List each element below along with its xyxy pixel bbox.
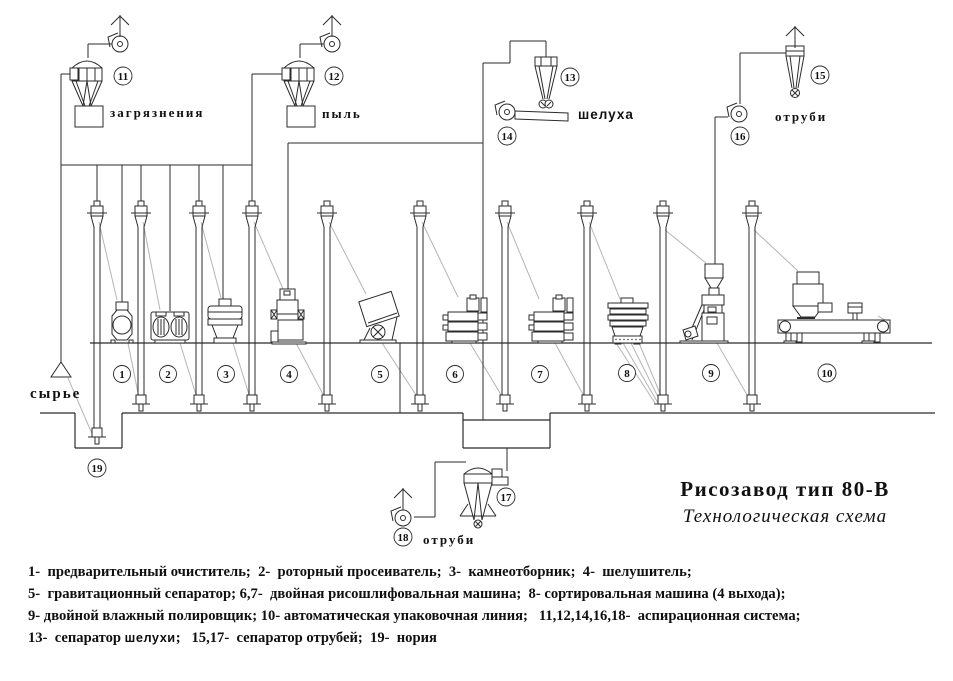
legend-line-4 xyxy=(28,627,801,649)
raw-material-hopper-icon xyxy=(51,362,71,377)
callout-17 xyxy=(497,488,515,506)
svg-text:18: 18 xyxy=(397,531,409,544)
machine-8-sorting-machine xyxy=(608,298,648,344)
exhaust-arrow-icon xyxy=(786,26,804,48)
legend-line-3: 9- двойной влажный полировщик; 10- автоматическая упаковочная линия; 11,12,14,16,18- аспирационная система; xyxy=(28,608,801,624)
cyclone-separator-11 xyxy=(70,61,103,127)
callout-15 xyxy=(811,66,829,84)
label-raw-material xyxy=(30,386,81,402)
callout-8 xyxy=(619,365,636,382)
machine-7-whitener xyxy=(529,295,573,343)
machine-9-polisher xyxy=(680,264,728,343)
callout-18 xyxy=(394,528,412,546)
aspiration-fan-icon xyxy=(495,101,515,120)
machine-3-destoner xyxy=(208,299,242,343)
legend-line-1: 1- предварительный очиститель; 2- роторный просеиватель; 3- камнеотборник; 4- шелушитель; xyxy=(28,564,692,580)
cyclone-separator-12 xyxy=(282,61,315,127)
machine-4-husker xyxy=(271,289,306,344)
callout-1 xyxy=(114,366,131,383)
machine-5-gravity-separator xyxy=(359,291,399,343)
svg-text:17: 17 xyxy=(500,491,512,504)
callout-2 xyxy=(160,366,177,383)
page-subtitle: Технологическая схема xyxy=(682,506,888,527)
machine-1-pre-cleaner xyxy=(109,302,135,343)
callout-13 xyxy=(561,68,579,86)
aspiration-fan-icon xyxy=(108,33,128,52)
svg-text:8: 8 xyxy=(624,367,630,380)
cyclone-separator-15 xyxy=(786,46,804,98)
callout-6 xyxy=(447,366,464,383)
callout-5 xyxy=(372,366,389,383)
aspiration-fan-icon xyxy=(320,33,340,52)
svg-text:4: 4 xyxy=(286,368,292,381)
elevator-noria xyxy=(653,201,673,411)
svg-text:загрязнения: загрязнения xyxy=(110,105,205,120)
callout-19 xyxy=(88,459,106,477)
elevator-noria xyxy=(742,201,762,411)
elevator-noria xyxy=(577,201,597,411)
callout-14 xyxy=(498,127,516,145)
svg-text:10: 10 xyxy=(821,367,833,380)
svg-text:шелуха: шелуха xyxy=(578,107,634,122)
callout-4 xyxy=(281,366,298,383)
callout-7 xyxy=(532,366,549,383)
svg-text:13: 13 xyxy=(564,71,576,84)
svg-text:отруби: отруби xyxy=(775,109,828,124)
svg-text:9: 9 xyxy=(708,367,714,380)
svg-text:11: 11 xyxy=(117,70,129,83)
label-husk xyxy=(578,107,634,122)
svg-text:19: 19 xyxy=(91,462,103,475)
elevator-noria xyxy=(189,201,209,411)
callout-16 xyxy=(731,127,749,145)
callout-10 xyxy=(818,364,836,382)
machine-6-whitener xyxy=(443,295,487,343)
aspiration-fan-icon xyxy=(391,507,411,526)
legend xyxy=(28,561,801,649)
aspiration-fan-icon xyxy=(727,103,747,122)
svg-text:16: 16 xyxy=(734,130,746,143)
svg-text:3: 3 xyxy=(223,368,229,381)
svg-text:6: 6 xyxy=(452,368,458,381)
cyclone-separator-13 xyxy=(535,57,557,108)
svg-text:12: 12 xyxy=(328,70,340,83)
drawing-title-block xyxy=(650,477,920,528)
building-structure xyxy=(40,343,935,448)
page-title: Рисозавод тип 80-В xyxy=(680,477,890,501)
callout-3 xyxy=(218,366,235,383)
svg-text:сырье: сырье xyxy=(30,386,82,402)
label-contaminations xyxy=(110,105,204,120)
machine-2-rotary-sieve xyxy=(151,312,189,343)
svg-text:1: 1 xyxy=(119,368,125,381)
svg-text:5: 5 xyxy=(377,368,383,381)
svg-text:7: 7 xyxy=(537,368,543,381)
husk-discharge-channel xyxy=(515,111,568,121)
label-bran-top xyxy=(775,109,827,124)
legend-line-4-husk: шелухи xyxy=(124,630,176,645)
legend-line-4-post: ; 15,17- сепаратор отрубей; 19- нория xyxy=(175,630,437,646)
exhaust-arrow-icon xyxy=(111,15,129,37)
legend-line-4-pre: 13- сепаратор xyxy=(28,630,125,646)
elevator-noria xyxy=(495,201,515,411)
machine-10-packing-line xyxy=(778,272,890,343)
exhaust-arrow-icon xyxy=(323,15,341,37)
svg-text:15: 15 xyxy=(814,69,826,82)
callout-11 xyxy=(114,67,132,85)
svg-text:пыль: пыль xyxy=(322,106,362,121)
legend-line-2: 5- гравитационный сепаратор; 6,7- двойная рисошлифовальная машина; 8- сортировальная машина (4 выхода); xyxy=(28,586,786,602)
exhaust-arrow-icon xyxy=(394,488,412,510)
svg-text:отруби: отруби xyxy=(423,532,476,547)
svg-text:2: 2 xyxy=(165,368,171,381)
svg-text:14: 14 xyxy=(501,130,513,143)
label-bran-bottom xyxy=(423,532,475,547)
elevator-noria xyxy=(131,201,151,411)
callout-12 xyxy=(325,67,343,85)
callout-9 xyxy=(703,365,720,382)
elevator-noria xyxy=(87,201,107,444)
label-dust xyxy=(322,106,362,121)
